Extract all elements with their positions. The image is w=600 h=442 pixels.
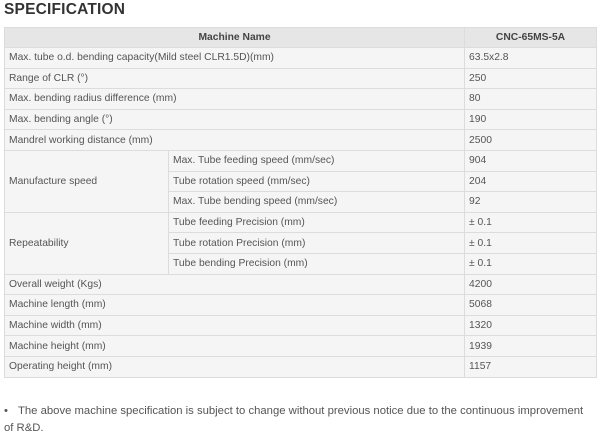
- table-row: [5, 68, 597, 89]
- header-machine-name: Machine Name: [5, 28, 465, 48]
- table-row: [5, 212, 597, 233]
- table-row: [5, 89, 597, 110]
- table-header-row: [5, 28, 597, 48]
- row-value: 190: [465, 109, 597, 130]
- table-row: [5, 315, 597, 336]
- row-value: ± 0.1: [465, 253, 597, 274]
- table-row: [5, 109, 597, 130]
- row-label: Machine width (mm): [5, 315, 465, 336]
- row-label: Mandrel working distance (mm): [5, 130, 465, 151]
- row-value: 92: [465, 192, 597, 213]
- row-value: 5068: [465, 295, 597, 316]
- row-label: Max. tube o.d. bending capacity(Mild steel CLR1.5D)(mm): [5, 48, 465, 69]
- table-row: [5, 295, 597, 316]
- bullet-icon: •: [4, 405, 8, 417]
- row-label: Operating height (mm): [5, 356, 465, 377]
- table-row: [5, 48, 597, 69]
- row-value: 63.5x2.8: [465, 48, 597, 69]
- row-value: 2500: [465, 130, 597, 151]
- row-value: 1157: [465, 356, 597, 377]
- group-label-repeatability: Repeatability: [5, 212, 169, 274]
- row-label: Overall weight (Kgs): [5, 274, 465, 295]
- sub-row-label: Max. Tube bending speed (mm/sec): [169, 192, 465, 213]
- table-row: [5, 274, 597, 295]
- row-value: ± 0.1: [465, 233, 597, 254]
- row-label: Range of CLR (°): [5, 68, 465, 89]
- row-value: 1939: [465, 336, 597, 357]
- row-value: 80: [465, 89, 597, 110]
- table-row: [5, 130, 597, 151]
- row-label: Machine length (mm): [5, 295, 465, 316]
- sub-row-label: Tube feeding Precision (mm): [169, 212, 465, 233]
- table-row: [5, 356, 597, 377]
- specification-table: [4, 27, 597, 378]
- sub-row-label: Tube rotation speed (mm/sec): [169, 171, 465, 192]
- table-row: [5, 336, 597, 357]
- row-value: 1320: [465, 315, 597, 336]
- row-value: 250: [465, 68, 597, 89]
- row-value: 204: [465, 171, 597, 192]
- sub-row-label: Max. Tube feeding speed (mm/sec): [169, 150, 465, 171]
- table-row: [5, 150, 597, 171]
- row-value: ± 0.1: [465, 212, 597, 233]
- disclaimer-text: The above machine specification is subject to change without previous notice due to the continuous improvement of R&D.: [4, 405, 584, 434]
- header-model: CNC-65MS-5A: [465, 28, 597, 48]
- group-label-manufacture-speed: Manufacture speed: [5, 150, 169, 212]
- sub-row-label: Tube rotation Precision (mm): [169, 233, 465, 254]
- row-label: Max. bending radius difference (mm): [5, 89, 465, 110]
- row-value: 4200: [465, 274, 597, 295]
- disclaimer-note: [4, 403, 592, 437]
- row-label: Max. bending angle (°): [5, 109, 465, 130]
- row-value: 904: [465, 150, 597, 171]
- row-label: Machine height (mm): [5, 336, 465, 357]
- sub-row-label: Tube bending Precision (mm): [169, 253, 465, 274]
- page-title: SPECIFICATION: [4, 1, 126, 18]
